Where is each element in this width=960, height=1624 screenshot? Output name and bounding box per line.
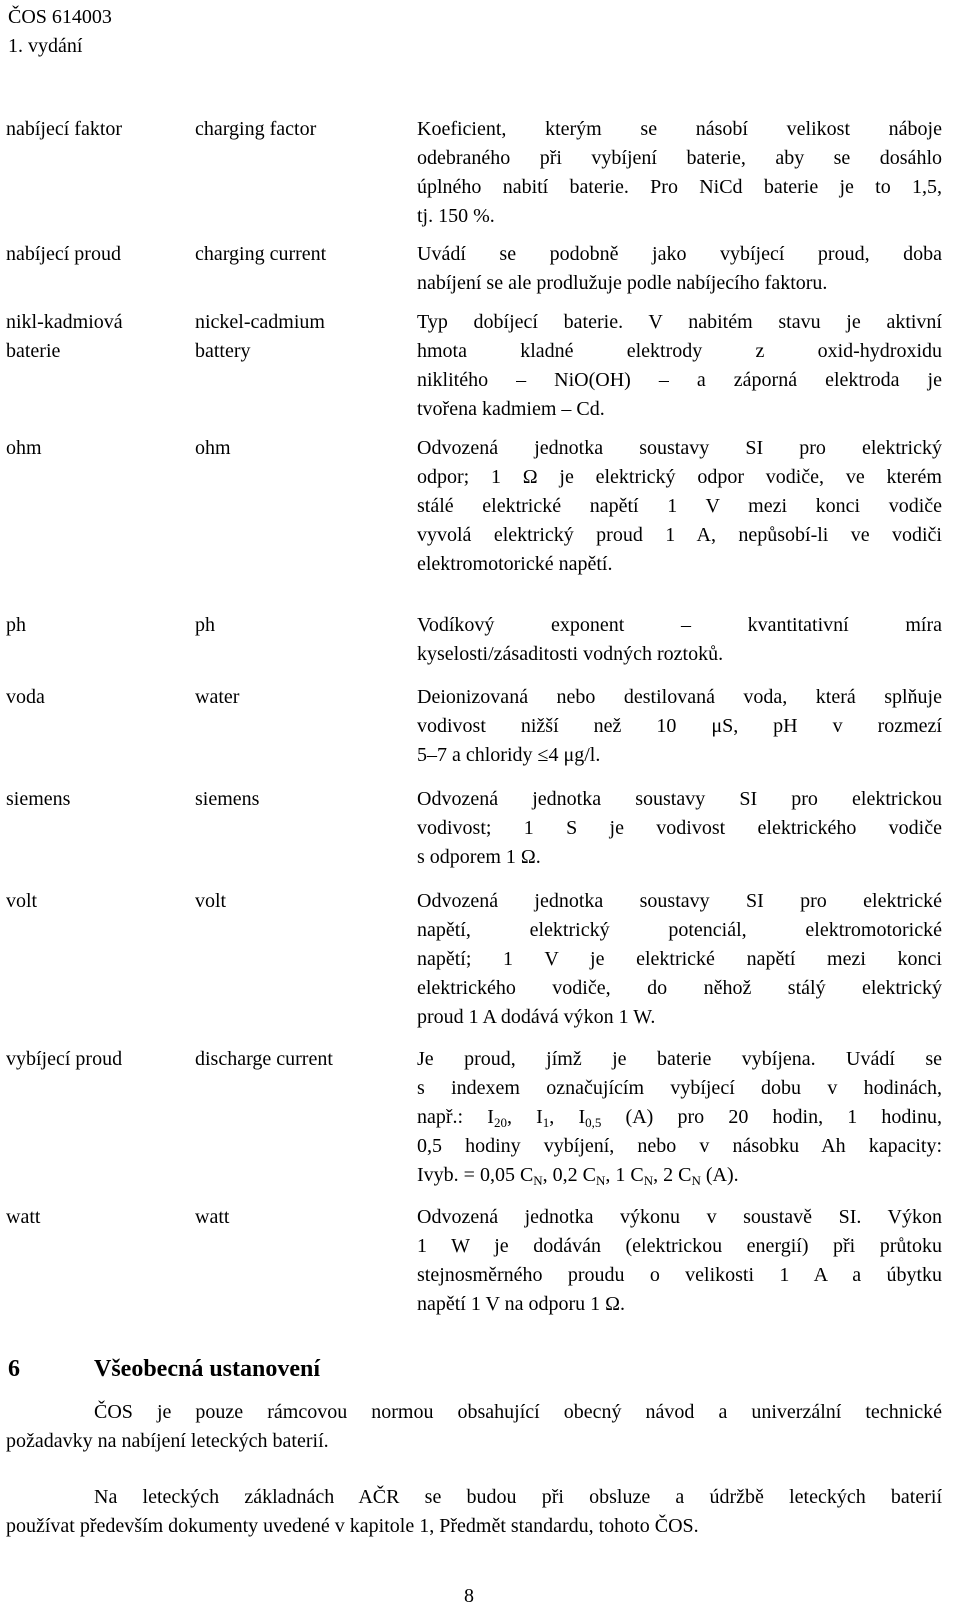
definition-line: kyselosti/zásaditosti vodných roztoků. bbox=[417, 643, 724, 665]
definition-line: Odvozená jednotka soustavy SI pro elektrickou bbox=[417, 788, 942, 810]
definition-line: proud 1 A dodává výkon 1 W. bbox=[417, 1006, 656, 1028]
definition-line: vodivost nižší než 10 μS, pH v rozmezí bbox=[417, 715, 942, 737]
term-definition bbox=[417, 308, 942, 424]
definition-line: Vodíkový exponent – kvantitativní míra bbox=[417, 614, 942, 636]
definition-line: napětí, elektrický potenciál, elektromotorické bbox=[417, 919, 942, 941]
term-en bbox=[195, 1045, 405, 1074]
definition-line: s odporem 1 Ω. bbox=[417, 846, 541, 868]
definition-line: nabíjení se ale prodlužuje podle nabíjecího faktoru. bbox=[417, 272, 828, 294]
paragraph bbox=[6, 1398, 942, 1456]
term-cz-text: watt bbox=[6, 1206, 41, 1228]
formula-text: (A). bbox=[700, 1164, 739, 1186]
definition-line: tj. 150 %. bbox=[417, 205, 495, 227]
formula-subscript: 1 bbox=[542, 1115, 550, 1130]
term-en-text: nickel-cadmium bbox=[195, 311, 325, 333]
formula-text: , I bbox=[506, 1106, 543, 1128]
term-en bbox=[195, 115, 405, 144]
formula-subscript: N bbox=[691, 1173, 701, 1188]
definition-line: Odvozená jednotka soustavy SI pro elektrický bbox=[417, 437, 942, 459]
definition-line: Odvozená jednotka výkonu v soustavě SI. Výkon bbox=[417, 1206, 942, 1228]
term-definition bbox=[417, 1045, 942, 1190]
definition-line: Je proud, jímž je baterie vybíjena. Uvádí se bbox=[417, 1048, 942, 1070]
term-en-text: charging current bbox=[195, 243, 327, 265]
term-en-text: volt bbox=[195, 890, 227, 912]
definition-line: 5–7 a chloridy ≤4 μg/l. bbox=[417, 744, 601, 766]
formula-text: (A) pro 20 hodin, 1 hodinu, bbox=[601, 1106, 942, 1128]
term-cz-text: volt bbox=[6, 890, 38, 912]
term-cz bbox=[6, 308, 186, 366]
term-cz-text: nabíjecí proud bbox=[6, 243, 121, 265]
definition-line: úplného nabití baterie. Pro NiCd baterie je to 1,5, bbox=[417, 176, 942, 198]
paragraph-line: požadavky na nabíjení leteckých baterií. bbox=[6, 1430, 329, 1452]
formula-subscript: N bbox=[533, 1173, 543, 1188]
term-en bbox=[195, 611, 405, 640]
term-cz bbox=[6, 240, 186, 269]
definition-line: elektromotorické napětí. bbox=[417, 553, 613, 575]
term-cz-text: voda bbox=[6, 686, 45, 708]
term-en-text: discharge current bbox=[195, 1048, 333, 1070]
definition-line: hmota kladné elektrody z oxid-hydroxidu bbox=[417, 340, 942, 362]
term-definition bbox=[417, 611, 942, 669]
term-en-text: ph bbox=[195, 614, 215, 636]
definition-line: Deionizovaná nebo destilovaná voda, která splňuje bbox=[417, 686, 942, 708]
term-en-text: charging factor bbox=[195, 118, 317, 140]
definition-line: Typ dobíjecí baterie. V nabitém stavu je aktivní bbox=[417, 311, 942, 333]
term-definition bbox=[417, 1203, 942, 1319]
term-definition bbox=[417, 115, 942, 231]
definition-line: tvořena kadmiem – Cd. bbox=[417, 398, 605, 420]
definition-line: stálé elektrické napětí 1 V mezi konci vodiče bbox=[417, 495, 942, 517]
term-cz-text: siemens bbox=[6, 788, 71, 810]
formula-subscript: N bbox=[596, 1173, 606, 1188]
term-cz bbox=[6, 887, 186, 916]
term-en bbox=[195, 308, 405, 366]
document-header bbox=[8, 3, 112, 61]
formula-text: , 0,2 C bbox=[542, 1164, 597, 1186]
section-heading bbox=[8, 1353, 320, 1385]
definition-line: s indexem označujícím vybíjecí dobu v hodinách, bbox=[417, 1077, 942, 1099]
definition-line: Uvádí se podobně jako vybíjecí proud, doba bbox=[417, 243, 942, 265]
formula-text: Ivyb. = 0,05 C bbox=[417, 1164, 534, 1186]
definition-line: napětí; 1 V je elektrické napětí mezi konci bbox=[417, 948, 942, 970]
definition-line: Odvozená jednotka soustavy SI pro elektrické bbox=[417, 890, 942, 912]
formula-subscript: N bbox=[643, 1173, 654, 1188]
page-number: 8 bbox=[464, 1585, 474, 1607]
formula-subscript: 20 bbox=[493, 1115, 507, 1130]
definition-line bbox=[417, 1161, 942, 1190]
term-cz bbox=[6, 1045, 186, 1074]
term-en-text: watt bbox=[195, 1206, 230, 1228]
definition-line: elektrického vodiče, do něhož stálý elektrický bbox=[417, 977, 942, 999]
term-definition bbox=[417, 434, 942, 579]
term-en bbox=[195, 785, 405, 814]
term-en bbox=[195, 1203, 405, 1232]
definition-line: 0,5 hodiny vybíjení, nebo v násobku Ah kapacity: bbox=[417, 1135, 942, 1157]
term-cz bbox=[6, 785, 186, 814]
term-cz bbox=[6, 611, 186, 640]
term-cz bbox=[6, 683, 186, 712]
term-cz-text: vybíjecí proud bbox=[6, 1048, 123, 1070]
term-en bbox=[195, 434, 405, 463]
paragraph-line: ČOS je pouze rámcovou normou obsahující obecný návod a univerzální technické bbox=[94, 1401, 942, 1423]
definition-line: napětí 1 V na odporu 1 Ω. bbox=[417, 1293, 625, 1315]
term-cz-text: baterie bbox=[6, 340, 61, 362]
term-definition bbox=[417, 785, 942, 872]
term-en-text: battery bbox=[195, 340, 251, 362]
definition-line: Koeficient, kterým se násobí velikost náboje bbox=[417, 118, 942, 140]
formula-text: např.: I bbox=[417, 1106, 494, 1128]
definition-line: 1 W je dodáván (elektrickou energií) při průtoku bbox=[417, 1235, 942, 1257]
term-cz-text: ohm bbox=[6, 437, 42, 459]
term-en-text: water bbox=[195, 686, 240, 708]
paragraph-line: používat především dokumenty uvedené v kapitole 1, Předmět standardu, tohoto ČOS. bbox=[6, 1515, 699, 1537]
section-number: 6 bbox=[8, 1356, 20, 1382]
definition-line: vodivost; 1 S je vodivost elektrického vodiče bbox=[417, 817, 942, 839]
definition-line: stejnosměrného proudu o velikosti 1 A a úbytku bbox=[417, 1264, 942, 1286]
paragraph bbox=[6, 1483, 942, 1541]
term-cz bbox=[6, 115, 186, 144]
paragraph-line: Na leteckých základnách AČR se budou při obsluze a údržbě leteckých baterií bbox=[94, 1486, 942, 1508]
definition-line: odebraného při vybíjení baterie, aby se dosáhlo bbox=[417, 147, 942, 169]
term-en bbox=[195, 240, 405, 269]
document-id: ČOS 614003 bbox=[8, 6, 112, 28]
definition-line: vyvolá elektrický proud 1 A, nepůsobí-li ve vodiči bbox=[417, 524, 942, 546]
term-definition bbox=[417, 240, 942, 298]
formula-text: , 2 C bbox=[653, 1164, 692, 1186]
formula-text: , 1 C bbox=[605, 1164, 644, 1186]
term-cz-text: nabíjecí faktor bbox=[6, 118, 123, 140]
term-cz bbox=[6, 1203, 186, 1232]
term-en bbox=[195, 887, 405, 916]
term-en bbox=[195, 683, 405, 712]
term-en-text: ohm bbox=[195, 437, 231, 459]
term-en-text: siemens bbox=[195, 788, 260, 810]
formula-subscript: 0,5 bbox=[585, 1115, 602, 1130]
definition-line: odpor; 1 Ω je elektrický odpor vodiče, ve kterém bbox=[417, 466, 942, 488]
term-cz-text: ph bbox=[6, 614, 26, 636]
formula-text: , I bbox=[549, 1106, 586, 1128]
definition-line bbox=[417, 1103, 942, 1132]
term-cz-text: nikl-kadmiová bbox=[6, 311, 123, 333]
term-definition bbox=[417, 887, 942, 1032]
document-edition: 1. vydání bbox=[8, 35, 83, 57]
section-title: Všeobecná ustanovení bbox=[94, 1356, 321, 1382]
term-cz bbox=[6, 434, 186, 463]
definition-line: niklitého – NiO(OH) – a záporná elektroda je bbox=[417, 369, 942, 391]
term-definition bbox=[417, 683, 942, 770]
